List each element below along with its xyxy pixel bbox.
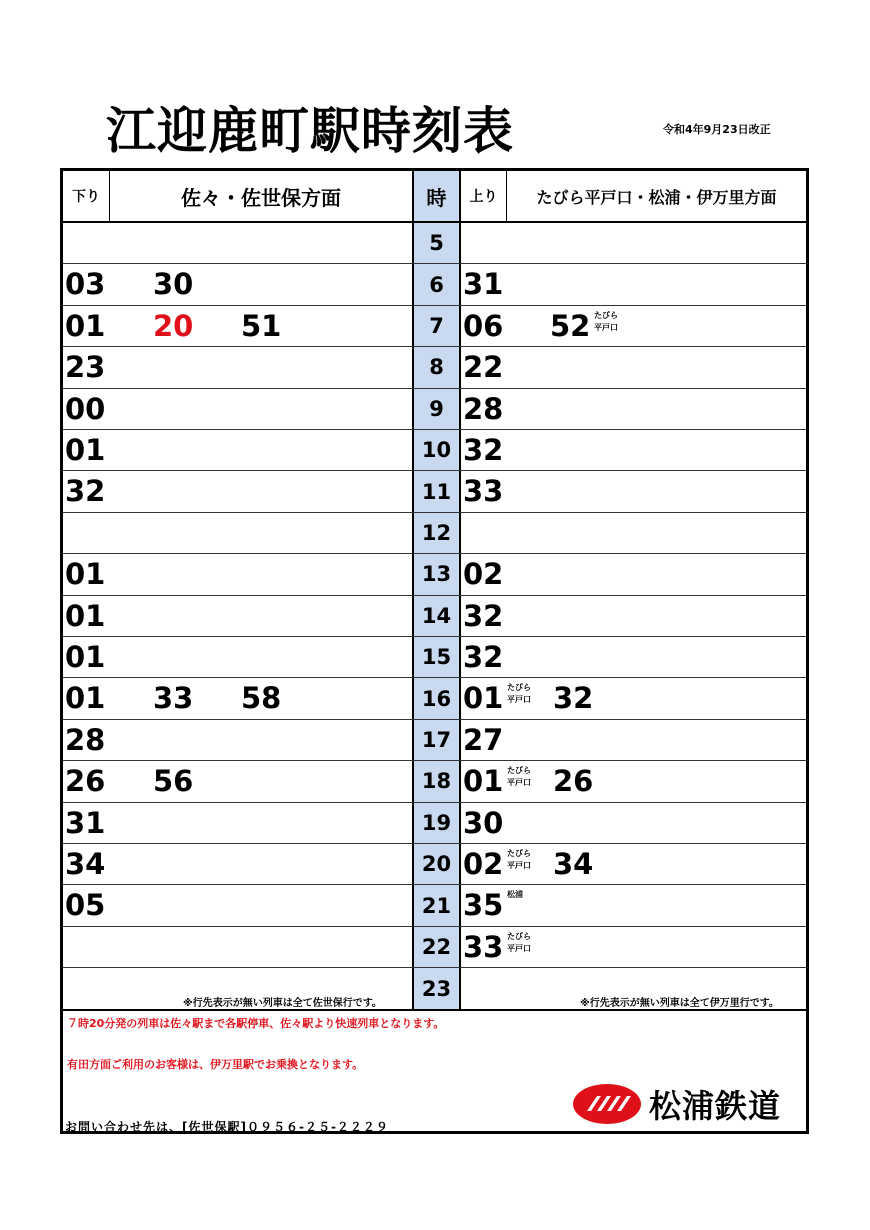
down-departure: 31: [65, 805, 106, 840]
table-row: [63, 885, 806, 926]
hour-cell: 7: [429, 313, 444, 338]
hour-cell: 10: [421, 438, 452, 463]
destination-note: [507, 931, 531, 955]
up-departure: 31: [463, 267, 504, 302]
notice-line-2: 有田方面ご利用のお客様は、伊万里駅でお乗換となります。: [67, 1058, 364, 1071]
table-row: [63, 844, 806, 885]
table-row: [63, 637, 806, 678]
table-row: [63, 720, 806, 761]
destination-note-line: 平戸口: [507, 778, 531, 788]
table-row: [63, 471, 806, 512]
company-logo: [573, 1081, 781, 1127]
down-departure: 58: [241, 681, 282, 716]
hour-cell: 15: [421, 645, 452, 670]
destination-note: [507, 848, 531, 872]
down-departure: 26: [65, 764, 106, 799]
up-departure: 33: [463, 929, 504, 964]
down-departure: 51: [241, 308, 282, 343]
destination-note-line: たびら: [507, 931, 531, 941]
down-departure: 05: [65, 888, 106, 923]
table-row: [63, 803, 806, 844]
hour-cell: 16: [421, 686, 452, 711]
up-departure: 01: [463, 681, 504, 716]
table-row: [63, 761, 806, 802]
notice-line-1: ７時20分発の列車は佐々駅まで各駅停車、佐々駅より快速列車となります。: [67, 1017, 445, 1030]
table-row: [63, 678, 806, 719]
up-departure: 06: [463, 308, 504, 343]
down-departure: 32: [65, 474, 106, 509]
hour-cell: 20: [421, 852, 452, 877]
destination-note-line: 平戸口: [594, 322, 618, 332]
hour-cell: 21: [421, 893, 452, 918]
destination-note-line: たびら: [507, 683, 531, 693]
down-departure: 03: [65, 267, 106, 302]
destination-note-line: 平戸口: [507, 861, 531, 870]
destination-note: [594, 310, 618, 334]
timetable-frame: [60, 168, 809, 1134]
up-departure: 30: [463, 805, 504, 840]
down-departure: 28: [65, 722, 106, 757]
down-destination: 佐々・佐世保方面: [110, 171, 412, 223]
down-departure: 34: [65, 847, 106, 881]
up-departure: 26: [553, 764, 594, 799]
hour-cell: 12: [421, 520, 452, 545]
up-departure: 28: [463, 391, 504, 426]
down-departure: 01: [65, 681, 106, 716]
table-row: [63, 347, 806, 388]
table-row: [63, 389, 806, 430]
up-departure: 22: [463, 350, 504, 385]
destination-note-line: たびら: [507, 766, 531, 776]
hour-cell: 22: [421, 934, 452, 959]
up-departure: 32: [463, 433, 504, 467]
down-label: 下り: [63, 171, 110, 223]
table-row: [63, 223, 806, 264]
hour-cell: 9: [429, 396, 444, 421]
up-footnote: ※行先表示が無い列車は全て伊万里行です。: [580, 998, 779, 1009]
table-row: [63, 554, 806, 595]
hour-cell: 8: [429, 355, 444, 380]
up-departure: 32: [463, 640, 504, 674]
table-row: [63, 596, 806, 637]
table-row: [63, 306, 806, 347]
down-departure: 01: [65, 557, 106, 592]
table-row: [63, 264, 806, 305]
hour-cell: 13: [421, 562, 452, 587]
hour-cell: 5: [429, 231, 444, 256]
down-departure: 30: [153, 267, 194, 302]
down-departure: 33: [153, 681, 194, 716]
hour-header: 時: [412, 171, 461, 223]
destination-note: [507, 765, 531, 789]
up-departure: 02: [463, 557, 504, 592]
table-row: [63, 430, 806, 471]
down-departure: 56: [153, 764, 194, 799]
down-departure: 01: [65, 433, 106, 467]
contact-info: お問い合わせ先は、[佐世保駅]０９５６-２５-２２２９: [65, 1120, 389, 1134]
hour-cell: 17: [421, 727, 452, 752]
hour-cell: 23: [421, 976, 452, 1001]
up-departure: 32: [553, 681, 594, 716]
up-departure: 27: [463, 722, 504, 757]
up-departure: 32: [463, 598, 504, 633]
revision-date: 令和4年9月23日改正: [663, 123, 771, 136]
hour-cell: 6: [429, 272, 444, 297]
up-departure: 34: [553, 847, 594, 881]
destination-note-line: 平戸口: [507, 943, 531, 953]
destination-note-line: たびら: [594, 310, 618, 320]
destination-note-line: 松浦: [507, 890, 523, 900]
down-departure: 01: [65, 640, 106, 674]
table-row: [63, 513, 806, 554]
down-departure: 00: [65, 391, 106, 426]
up-departure: 35: [463, 888, 504, 923]
hour-cell: 19: [421, 810, 452, 835]
up-departure: 33: [463, 474, 504, 509]
up-departure: 01: [463, 764, 504, 799]
destination-note-line: 平戸口: [507, 695, 531, 705]
down-footnote: ※行先表示が無い列車は全て佐世保行です。: [183, 998, 382, 1009]
hour-cell: 18: [421, 769, 452, 794]
down-departure: 01: [65, 308, 106, 343]
notice-box: [63, 1009, 806, 1134]
table-row: [63, 927, 806, 968]
page-title: 江迎鹿町駅時刻表: [106, 102, 514, 160]
destination-note: [507, 682, 531, 706]
down-departure: 23: [65, 350, 106, 385]
up-departure: 52: [550, 308, 591, 343]
destination-note-line: たびら: [507, 849, 531, 858]
destination-note: [507, 889, 523, 901]
up-destination: たびら平戸口・松浦・伊万里方面: [507, 171, 806, 223]
down-departure: 01: [65, 598, 106, 633]
hour-cell: 14: [421, 603, 452, 628]
down-departure: 20: [153, 308, 194, 343]
up-departure: 02: [463, 847, 504, 881]
hour-cell: 11: [421, 479, 452, 504]
logo-mark-icon: [573, 1084, 641, 1124]
logo-text: 松浦鉄道: [649, 1087, 782, 1125]
up-label: 上り: [461, 171, 507, 223]
